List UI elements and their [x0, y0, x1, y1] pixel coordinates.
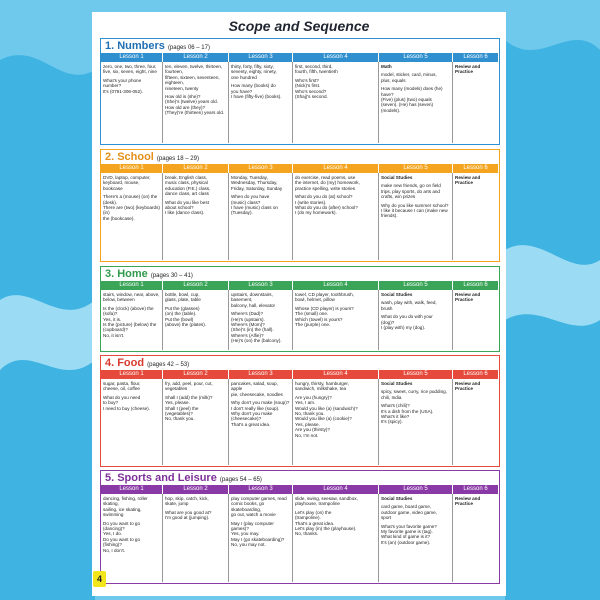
lesson-header: Lesson 2: [163, 164, 229, 173]
section-name: Home: [117, 268, 151, 280]
lesson-cell: [101, 173, 163, 260]
lesson-header: Lesson 6: [453, 164, 499, 173]
cell-text: Where's (Dad)? (He)'s (upstairs). Where's (Mom)? (She)'s (in) the (hall). Where's (Alfie)? (He)'s (on) the (balcony).: [231, 311, 282, 344]
lesson-header: Lesson 3: [229, 370, 293, 379]
cell-text: make new friends, go on field trips, play sports, do arts and crafts, win prizes: [381, 183, 441, 200]
cell-text: When do you have (music) class? I have (music) class on (Tuesday).: [231, 194, 278, 216]
cell-heading: Math: [381, 64, 392, 69]
lesson-header: Lesson 3: [229, 164, 293, 173]
lesson-cell: [293, 290, 379, 350]
lesson-cell: [229, 379, 293, 465]
lesson-cell: [229, 173, 293, 260]
lesson-cell: [293, 62, 379, 143]
cell-text: hop, skip, catch, kick, skate, jump: [165, 496, 209, 507]
cell-text: stairs, window, near, above, below, between: [103, 292, 160, 303]
lesson-header: Lesson 5: [379, 164, 453, 173]
cell-heading: Social Studies: [381, 175, 413, 180]
cell-text: What's your phone number? It's (0791-306-052).: [103, 77, 143, 94]
cell-text: Let's play (on) the (trampoline). That's a great idea. Let's play (in) the (playhouse). No, thanks.: [295, 509, 357, 537]
lesson-header: Lesson 2: [163, 485, 229, 494]
lesson-cell: [379, 290, 453, 350]
lesson-cell: [379, 173, 453, 260]
section-2: [100, 149, 500, 262]
lesson-table: [101, 485, 499, 582]
lesson-cell: [229, 290, 293, 350]
cell-text: Shall I (add) the (milk)? Yes, please. Shall I (peel) the (vegetables)? No, thank you.: [165, 394, 213, 422]
lesson-cell: [293, 173, 379, 260]
lesson-header: Lesson 2: [163, 53, 229, 62]
lesson-cell: [453, 62, 499, 143]
lesson-header: Lesson 4: [293, 53, 379, 62]
cell-text: Do you want to go (dancing)? Yes, I do. Do you want to go (fishing)? No, I don't.: [103, 520, 141, 553]
cell-text: Whose (CD player) is yours? The (small) one. Which (towel) is yours? The (purple) one.: [295, 305, 354, 328]
section-pages: (pages 06 – 17): [167, 45, 210, 51]
lesson-header: Lesson 5: [379, 281, 453, 290]
lesson-header: Lesson 3: [229, 485, 293, 494]
lesson-header: Lesson 3: [229, 53, 293, 62]
lesson-cell: [379, 62, 453, 143]
lesson-header: Lesson 6: [453, 370, 499, 379]
cell-text: upstairs, downstairs, basement, balcony, hall, elevator: [231, 292, 276, 308]
cell-text: towel, CD player, toothbrush, bowl, helmet, pillow: [295, 292, 354, 303]
cell-text: thirty, forty, fifty, sixty, seventy, eighty, ninety, one hundred: [231, 64, 277, 80]
lesson-cell: [293, 379, 379, 465]
lesson-header: Lesson 1: [101, 164, 163, 173]
section-pages: (pages 42 – 53): [147, 362, 190, 368]
lesson-header: Lesson 2: [163, 281, 229, 290]
cell-text: card game, board game, outdoor game, video game, sport: [381, 504, 437, 521]
section-title: [101, 471, 499, 485]
cell-text: ten, eleven, twelve, thirteen, fourteen, fifteen, sixteen, seventeen, eighteen, nineteen, twenty: [165, 64, 223, 91]
lesson-header: Lesson 1: [101, 281, 163, 290]
cell-text: slide, swing, seesaw, sandbox, playhouse, trampoline: [295, 496, 358, 507]
lesson-header: Lesson 6: [453, 485, 499, 494]
cell-text: break, English class, music class, physical education (P.E.) class, dance class, art class: [165, 175, 211, 197]
lesson-header: Lesson 4: [293, 281, 379, 290]
section-4: [100, 355, 500, 467]
lesson-cell: [453, 290, 499, 350]
cell-text: hungry, thirsty, hamburger, sandwich, milkshake, tea: [295, 381, 349, 392]
cell-heading: Social Studies: [381, 381, 413, 386]
section-title: [101, 150, 499, 164]
section-pages: (pages 30 – 41): [150, 273, 193, 279]
cell-text: Who's first? (Nick)'s first. Who's second? (Shaj)'s second.: [295, 77, 328, 100]
cell-text: Is the (clock) (above) the (sofa)? Yes, it is. Is the (picture) (below) the (cupboard)? No, it isn't.: [103, 305, 157, 338]
lesson-cell: [293, 494, 379, 582]
lesson-header: Lesson 6: [453, 53, 499, 62]
lesson-cell: [453, 494, 499, 582]
section-pages: (pages 54 – 65): [219, 477, 262, 483]
lesson-cell: [163, 290, 229, 350]
lesson-cell: [101, 494, 163, 582]
cell-text: bottle, bowl, cup, glass, plate, table: [165, 292, 201, 303]
section-name: Sports and Leisure: [117, 472, 220, 484]
section-1: [100, 38, 500, 145]
cell-text: Are you (hungry)? Yes, I am. Would you like (a) (sandwich)? No, thank you. Would you like (a) (cookie)? Yes, please. Are you (thirsty)? No, I'm not.: [295, 394, 358, 438]
section-number: 5.: [105, 472, 115, 484]
cell-text: sugar, pasta, flour, cheese, oil, coffee: [103, 381, 141, 392]
lesson-cell: [101, 62, 163, 143]
lesson-cell: [101, 290, 163, 350]
lesson-cell: [163, 173, 229, 260]
section-number: 2.: [105, 151, 115, 163]
lesson-header: Lesson 5: [379, 370, 453, 379]
cell-heading: Social Studies: [381, 292, 413, 297]
lesson-cell: [379, 379, 453, 465]
cell-text: What do you do (at) school? I (write stories). What do you do (after) school? I (do my homework).: [295, 194, 358, 216]
section-name: Food: [117, 357, 148, 369]
lesson-header: Lesson 1: [101, 485, 163, 494]
cell-text: May I (play computer games)? Yes, you may. May I (go skateboarding)? No, you may not.: [231, 520, 285, 548]
page-title: Scope and Sequence: [228, 18, 370, 34]
lesson-header: Lesson 4: [293, 485, 379, 494]
section-3: [100, 266, 500, 352]
lesson-cell: [453, 379, 499, 465]
section-title: [101, 39, 499, 53]
lesson-header: Lesson 2: [163, 370, 229, 379]
cell-text: Monday, Tuesday, Wednesday, Thursday, Friday, Saturday, Sunday: [231, 175, 283, 191]
cell-heading: Review and Practice: [455, 381, 481, 392]
cell-text: How many (books) do you have? I have (fifty-five) (books).: [231, 83, 282, 100]
cell-text: DVD, laptop, computer, keyboard, mouse, bookcase: [103, 175, 151, 191]
lesson-header: Lesson 5: [379, 53, 453, 62]
cell-text: How many (models) does (he) have? (Five) (plus) (two) equals (seven). (He) has (seven) (models).: [381, 86, 443, 113]
section-number: 1.: [105, 40, 115, 52]
lesson-header: Lesson 1: [101, 370, 163, 379]
section-title: [101, 267, 499, 281]
lesson-cell: [379, 494, 453, 582]
cell-text: first, second, third, fourth, fifth, twentieth: [295, 64, 338, 75]
cell-heading: Social Studies: [381, 496, 413, 501]
lesson-table: [101, 164, 499, 260]
cell-heading: Review and Practice: [455, 292, 481, 303]
cell-text: wash, play with, walk, feed, brush: [381, 300, 437, 311]
cell-text: How old is (she)? (She)'s (twelve) years old. How old are (they)? (They)'re (thirteen) years old.: [165, 94, 225, 116]
lesson-table: [101, 53, 499, 143]
section-number: 3.: [105, 268, 115, 280]
section-5: [100, 470, 500, 584]
cell-text: Put the (glasses) (on) the (table). Put the (bowl) (above) the (plates).: [165, 305, 207, 328]
lesson-header: Lesson 5: [379, 485, 453, 494]
section-pages: (pages 18 – 29): [156, 156, 199, 162]
lesson-cell: [229, 62, 293, 143]
lesson-cell: [229, 494, 293, 582]
cell-text: What do you need to buy? I need to buy (cheese).: [103, 394, 150, 411]
lesson-cell: [453, 173, 499, 260]
cell-text: model, sticker, card, minus, plus, equals: [381, 72, 437, 83]
lesson-table: [101, 370, 499, 465]
section-number: 4.: [105, 357, 115, 369]
page-number: 4: [93, 571, 106, 587]
cell-text: Why don't you make (soup)? I don't really like (soup). Why don't you make (cheesecake)? That's a great idea.: [231, 400, 290, 427]
cell-text: Why do you like summer school? I like it because I can (make new friends).: [381, 202, 449, 219]
cell-text: What do you do with your (dog)? I (play with) my (dog).: [381, 314, 433, 331]
cell-heading: Review and Practice: [455, 64, 481, 75]
lesson-cell: [101, 379, 163, 465]
cell-text: dancing, fishing, roller skating, sailing, ice skating, swimming: [103, 496, 148, 518]
scope-sequence-page: [92, 12, 506, 596]
cell-text: pancakes, salad, soup, apple pie, cheesecake, noodles: [231, 381, 283, 397]
lesson-cell: [163, 494, 229, 582]
lesson-cell: [163, 62, 229, 143]
cell-text: What's (chili)? It's a dish from the (USA). What's it like? It's (spicy).: [381, 403, 434, 425]
section-title: [101, 356, 499, 370]
cell-heading: Review and Practice: [455, 175, 481, 186]
cell-text: There's a (mouse) (on) the (desk). There are (two) (keyboards) (in) the (bookcase).: [103, 194, 160, 221]
lesson-header: Lesson 3: [229, 281, 293, 290]
lesson-header: Lesson 4: [293, 370, 379, 379]
section-name: School: [117, 151, 157, 163]
cell-text: spicy, sweet, curry, rice pudding, chili, India: [381, 389, 447, 400]
lesson-header: Lesson 4: [293, 164, 379, 173]
cell-text: play computer games, read comic books, go skateboarding, go out, watch a movie: [231, 496, 287, 518]
cell-heading: Review and Practice: [455, 496, 481, 507]
cell-text: What are you good at? I'm good at (jumping).: [165, 509, 212, 521]
cell-text: What do you like best about school? I like (dance class).: [165, 199, 209, 216]
lesson-table: [101, 281, 499, 350]
lesson-cell: [163, 379, 229, 465]
cell-text: zero, one, two, three, four, five, six, seven, eight, nine: [103, 64, 157, 75]
section-name: Numbers: [117, 40, 168, 52]
lesson-header: Lesson 1: [101, 53, 163, 62]
cell-text: do exercise, read poems, use the internet, do (my) homework, practice spelling, write stories: [295, 175, 360, 191]
cell-text: What's your favorite game? My favorite game is (tag). What kind of game is it? It's (an) (outdoor game).: [381, 523, 437, 545]
cell-text: fry, add, peel, pour, cut, vegetables: [165, 381, 213, 392]
lesson-header: Lesson 6: [453, 281, 499, 290]
